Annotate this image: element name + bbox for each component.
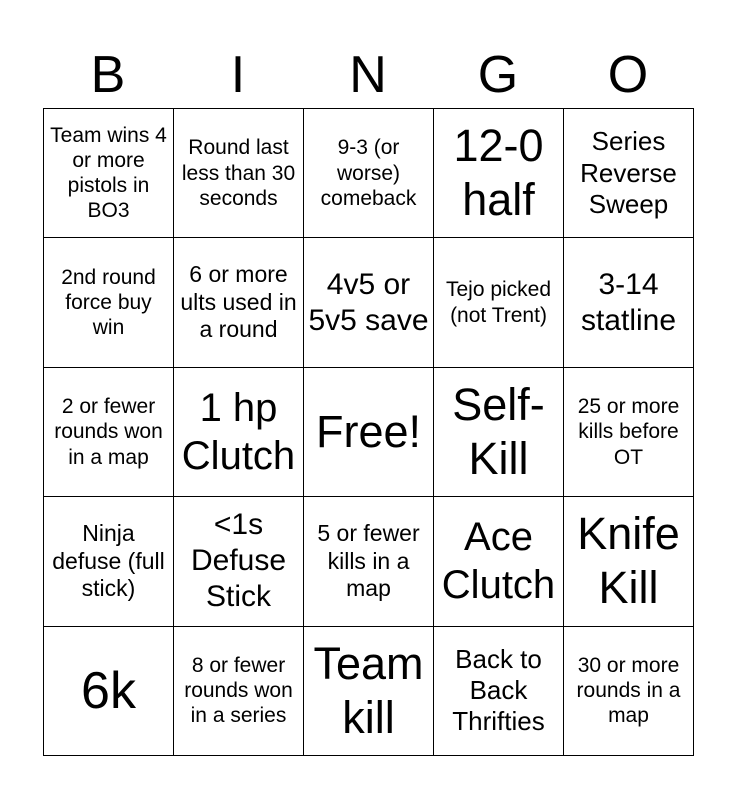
board-row xyxy=(44,367,694,496)
bingo-cell[interactable]: 3-14 statline xyxy=(564,238,694,367)
board-row xyxy=(44,626,694,755)
bingo-cell[interactable]: Ace Clutch xyxy=(434,497,564,626)
bingo-cell[interactable]: Tejo picked (not Trent) xyxy=(434,238,564,367)
bingo-cell[interactable]: 4v5 or 5v5 save xyxy=(304,238,434,367)
free-space-cell[interactable]: Free! xyxy=(304,367,434,496)
bingo-cell[interactable]: <1s Defuse Stick xyxy=(174,497,304,626)
header-letter-b: B xyxy=(90,46,126,104)
header-letter-o: O xyxy=(607,46,649,104)
bingo-cell[interactable]: 30 or more rounds in a map xyxy=(564,626,694,755)
header-letter-i: I xyxy=(230,46,246,104)
bingo-cell[interactable]: 8 or fewer rounds won in a series xyxy=(174,626,304,755)
bingo-cell[interactable]: Ninja defuse (full stick) xyxy=(44,497,174,626)
board-row xyxy=(44,109,694,238)
bingo-cell[interactable]: 2 or fewer rounds won in a map xyxy=(44,367,174,496)
bingo-cell[interactable]: Back to Back Thrifties xyxy=(434,626,564,755)
header-letter-g: G xyxy=(477,46,519,104)
board-row xyxy=(44,497,694,626)
board-row xyxy=(44,238,694,367)
bingo-cell[interactable]: 25 or more kills before OT xyxy=(564,367,694,496)
bingo-cell[interactable]: 9-3 (or worse) comeback xyxy=(304,109,434,238)
bingo-cell[interactable]: Round last less than 30 seconds xyxy=(174,109,304,238)
bingo-cell[interactable]: 1 hp Clutch xyxy=(174,367,304,496)
bingo-board xyxy=(43,108,694,756)
bingo-cell[interactable]: Self-Kill xyxy=(434,367,564,496)
bingo-header xyxy=(43,42,693,108)
bingo-cell[interactable]: Team wins 4 or more pistols in BO3 xyxy=(44,109,174,238)
bingo-cell[interactable]: Series Reverse Sweep xyxy=(564,109,694,238)
bingo-cell[interactable]: Team kill xyxy=(304,626,434,755)
bingo-cell[interactable]: 2nd round force buy win xyxy=(44,238,174,367)
bingo-cell[interactable]: 6 or more ults used in a round xyxy=(174,238,304,367)
bingo-cell[interactable]: Knife Kill xyxy=(564,497,694,626)
bingo-cell[interactable]: 12-0 half xyxy=(434,109,564,238)
header-letter-n: N xyxy=(349,46,387,104)
bingo-cell[interactable]: 5 or fewer kills in a map xyxy=(304,497,434,626)
bingo-cell[interactable]: 6k xyxy=(44,626,174,755)
